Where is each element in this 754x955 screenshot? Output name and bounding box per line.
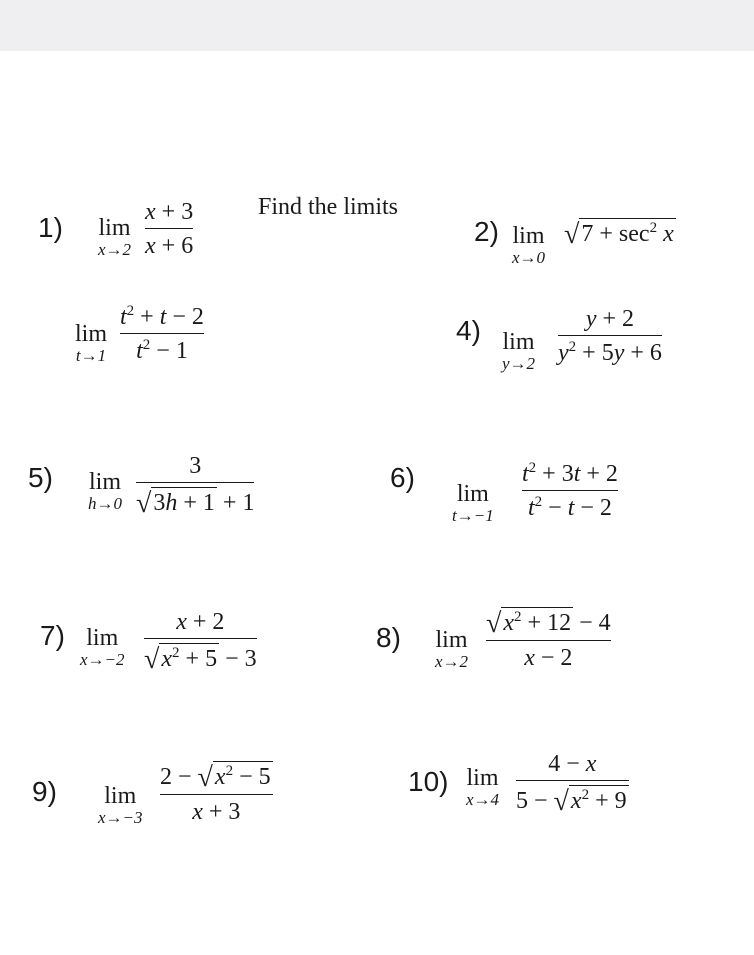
problem-9-fraction: [160, 762, 273, 824]
page-title: Find the limits: [258, 194, 399, 220]
lim-word: lim: [75, 321, 108, 347]
lim-approach: t→−1: [452, 506, 494, 525]
problem-10-limit: [466, 766, 499, 808]
problem-2-expression: [564, 219, 676, 250]
fraction-bar: [522, 490, 618, 491]
fraction-bar: [144, 638, 257, 639]
lim-approach: x→4: [466, 790, 500, 809]
lim-word: lim: [466, 765, 499, 791]
denominator: x + 3: [192, 799, 241, 825]
radical: $√7 + \sec^2 x$: [564, 219, 674, 250]
problem-5-number: 5): [28, 462, 53, 493]
problem-1-fraction: [145, 200, 193, 258]
problem-4-limit: [502, 330, 535, 372]
lim-word: lim: [456, 481, 489, 507]
denominator: $√x^2 + 5 - 3$: [144, 644, 257, 675]
problem-6-limit: [452, 482, 494, 524]
numerator: 4 − x: [548, 751, 597, 777]
problem-10-fraction: [516, 751, 629, 817]
problem-8-number: 8): [376, 622, 401, 653]
denominator: $t^2 - 1$: [136, 337, 188, 364]
lim-word: lim: [512, 223, 545, 249]
lim-word: lim: [104, 783, 137, 809]
top-toolbar-strip: [0, 0, 754, 51]
numerator: $√x^2 + 12 - 4$: [486, 608, 611, 639]
lim-approach: x→2: [98, 240, 132, 259]
denominator: $y^2 + 5y + 6$: [558, 339, 662, 366]
lim-word: lim: [86, 625, 119, 651]
fraction-bar: [136, 482, 254, 483]
problem-2-number: 2): [474, 216, 499, 247]
problem-1-limit: [98, 216, 131, 258]
problem-4-number: 4): [456, 315, 481, 346]
numerator: $t^2 + 3t + 2$: [522, 460, 618, 487]
numerator: x + 2: [176, 609, 225, 635]
problem-8-fraction: [486, 608, 611, 670]
problem-6-fraction: [522, 462, 618, 520]
problem-9-number: 9): [32, 776, 57, 807]
lim-approach: x→2: [435, 652, 469, 671]
lim-approach: h→0: [88, 494, 122, 513]
numerator: $2 - √x^2 - 5$: [160, 762, 271, 793]
problem-5-limit: [88, 470, 122, 512]
fraction-bar: [558, 335, 662, 336]
problem-7-fraction: [144, 609, 257, 675]
numerator: y + 2: [585, 306, 635, 332]
denominator: x + 6: [145, 233, 194, 259]
numerator: x + 3: [145, 199, 194, 225]
problem-1-number: 1): [38, 212, 63, 243]
lim-word: lim: [435, 627, 468, 653]
fraction-bar: [120, 333, 204, 334]
problem-3-limit: [75, 322, 107, 364]
problem-2-limit: [512, 224, 545, 266]
problem-5-fraction: [136, 453, 255, 519]
denominator: $t^2 - t - 2$: [528, 494, 612, 521]
numerator: 3: [189, 453, 202, 479]
fraction-bar: [160, 794, 273, 795]
denominator: $5 - √x^2 + 9$: [516, 786, 627, 817]
problem-9-limit: [98, 784, 143, 826]
problem-10-number: 10): [408, 766, 449, 797]
denominator: √3h + 1 + 1: [136, 488, 255, 519]
lim-approach: x→−3: [98, 808, 143, 827]
lim-approach: t→1: [75, 346, 107, 365]
problem-4-fraction: [558, 307, 662, 365]
problem-7-limit: [80, 626, 125, 668]
lim-approach: y→2: [502, 354, 536, 373]
denominator: x − 2: [524, 645, 573, 671]
lim-approach: x→0: [512, 248, 546, 267]
lim-word: lim: [502, 329, 535, 355]
problem-3-fraction: [120, 305, 204, 363]
lim-approach: x→−2: [80, 650, 125, 669]
lim-word: lim: [98, 215, 131, 241]
lim-word: lim: [88, 469, 121, 495]
numerator: $t^2 + t - 2$: [120, 303, 204, 330]
fraction-bar: [516, 780, 629, 781]
problem-7-number: 7): [40, 620, 65, 651]
problem-8-limit: [435, 628, 468, 670]
fraction-bar: [486, 640, 611, 641]
fraction-bar: [145, 228, 193, 229]
problem-6-number: 6): [390, 462, 415, 493]
